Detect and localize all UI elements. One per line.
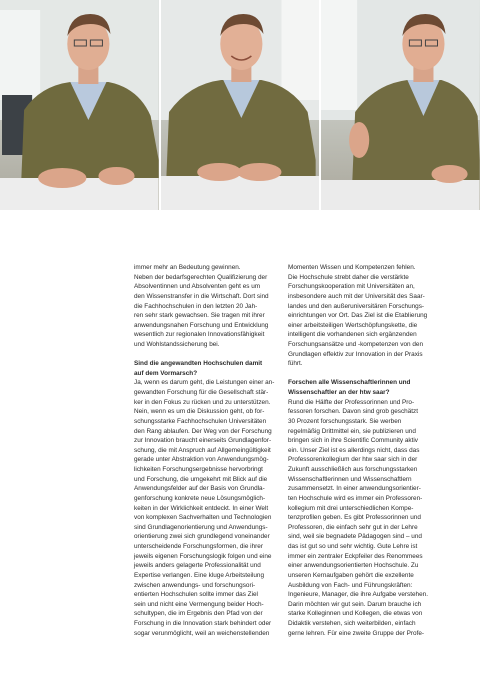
article-column-left	[134, 263, 278, 638]
photo-strip	[0, 0, 480, 210]
paragraph-answer-vormarsch: Ja, wenn es darum geht, die Leistungen einer an- gewandten Forschung für die Gesellschaft stär- ker in den Fokus zu rücken und zu unterstützen. Nein, wenn es um die Diskussion geht, ob for- schungsstarke Fachhochschulen Universitäten den Rang ablaufen. Der Weg von der Forschung zur Innovation braucht einerseits Grundlagenfor- schung, die mit Anspruch auf Allgemeingültigkeit gerade unter Abstraktion von Anwendungsmög- lichkeiten Forschungsergebnisse hervorbringt und Forschung, die umgekehrt mit Blick auf die Anwendungsfelder auf der Basis von Grundla- genforschung konkrete neue Lösungsmöglich- keiten in der Wirklichkeit entdeckt. In einer Welt von komplexen Sachverhalten und Technologien sind Grundlagenorientierung und Anwendungs- orientierung zwei sich grundlegend voneinander unterscheidende Forschungsformen, die ihrer jeweils eigenen Forschungslogik folgen und eine jeweils anders gelagerte Professionalität und Expertise verlangen. Eine kluge Arbeitsteilung zwischen anwendungs- und forschungsori- entierten Hochschulen sollte immer das Ziel sein und nicht eine Vermengung beider Hoch- schultypen, die im Ergebnis den Pfad von der Forschung in die Innovation stark behindert oder sogar verunmöglicht, weil an weichenstellenden	[134, 379, 275, 637]
question-heading-vormarsch: Sind die angewandten Hochschulen damit auf dem Vormarsch?	[134, 360, 263, 377]
portrait-illustration-3	[321, 0, 480, 210]
portrait-illustration-1	[0, 0, 159, 210]
photo-man-hands-clasped	[0, 0, 159, 210]
paragraph-intro-left: immer mehr an Bedeutung gewinnen. Neben der bedarfsgerechten Qualifizierung der Absolventinnen und Absolventen geht es um den Wissenstransfer in die Wirtschaft. Dort sind die Fachhochschulen in den letzten 20 Jah- ren sehr stark gewachsen. Sie tragen mit ihrer anwendungsnahen Forschung und Entwicklung wesentlich zur regionalen Innovationsfähigkeit und Wohlstandssicherung bei.	[134, 264, 269, 348]
article-column-right	[288, 263, 432, 638]
photo-man-smiling	[161, 0, 320, 210]
paragraph-intro-right: Momenten Wissen und Kompetenzen fehlen. Die Hochschule strebt daher die verstärkte Forschungskooperation mit Universitäten an, insbesondere auch mit der Universität des Saar- landes und den außeruniversitären Forschungs- einrichtungen vor Ort. Das Ziel ist die Etablierung einer arbeitsteiligen Wertschöpfungskette, die intelligent die vorhandenen sich ergänzenden Forschungsansätze und -kompetenzen von den Grundlagen effektiv zur Innovation in der Praxis führt.	[288, 264, 428, 368]
portrait-illustration-2	[161, 0, 320, 210]
question-heading-forschen: Forschen alle Wissenschaftlerinnen und Wissenschaftler an der htw saar?	[288, 379, 411, 397]
paragraph-answer-forschen: Rund die Hälfte der Professorinnen und Pro- fessoren forschen. Davon sind grob geschätzt 30 Prozent forschungsstark. Sie werben regelmäßig Drittmittel ein, sie publizieren und bringen sich in ihre Scientific Community aktiv ein. Unser Ziel ist es allerdings nicht, dass das Professorenkollegium der htw saar sich in der Zukunft ausschließlich aus forschungsstarken Wissenschaftlerinnen und Wissenschaftlern zusammensetzt. In einer anwendungsorientier- ten Hochschule wird es immer ein Professoren- kollegium mit drei unterschiedlichen Kompe- tenzprofilen geben. Es gibt Professorinnen und Professoren, die einfach sehr gut in der Lehre sind, weil sie begnadete Pädagogen sind – und das ist gut so und sehr wichtig. Gute Lehre ist immer ein zentraler Eckpfeiler des Renommees einer anwendungsorientierten Hochschule. Zu unseren Kernaufgaben gehört die exzellente Ausbildung von Fach- und Führungskräften: Ingenieure, Manager, die ihre Aufgabe verstehen. Darin möchten wir gut sein. Darum brauche ich starke Kolleginnen und Kollegen, die etwas von Didaktik verstehen, sich weiterbilden, einfach gerne lehren. Für eine zweite Gruppe der Profe-	[288, 398, 428, 637]
photo-man-gesturing	[321, 0, 480, 210]
